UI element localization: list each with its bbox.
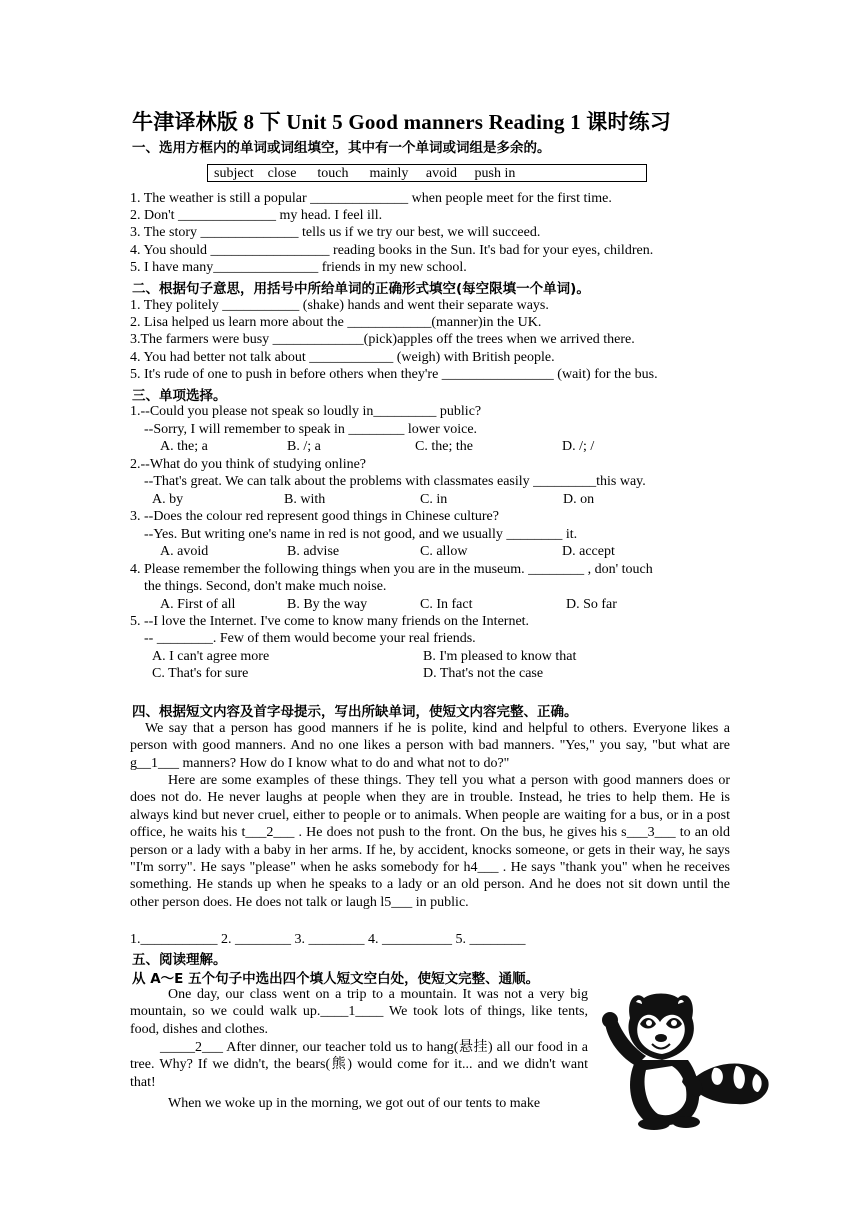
section-4-heading: 四、根据短文内容及首字母提示，写出所缺单词，使短文内容完整、正确。 xyxy=(132,704,578,720)
q1-option-d: D. /; / xyxy=(562,439,595,454)
q2-option-a: A. by xyxy=(152,492,184,507)
answer-line[interactable]: 1.___________ 2. ________ 3. ________ 4. __________ 5. ________ xyxy=(130,932,526,947)
q1-stem: 1.--Could you please not speak so loudly in_________ public? xyxy=(130,404,482,419)
reading-paragraph-2: _____2___ After dinner, our teacher told us to hang(悬挂) all our food in a tree. Why? If we didn't, the bears(熊) would come for it... and we didn't want that! xyxy=(130,1040,588,1090)
s2-item-1: 1. They politely ___________ (shake) hands and went their separate ways. xyxy=(130,298,549,313)
reading-paragraph-3: When we woke up in the morning, we got out of our tents to make xyxy=(168,1096,541,1111)
cloze-blank-4[interactable]: 4___ xyxy=(470,860,499,876)
q4-stem-cont: the things. Second, don't make much noise. xyxy=(144,579,387,594)
q4-stem: 4. Please remember the following things when you are in the museum. ________ , don' touch xyxy=(130,562,653,577)
raccoon-illustration xyxy=(596,988,774,1130)
q2-stem: 2.--What do you think of studying online? xyxy=(130,457,367,472)
q3-option-d: D. accept xyxy=(562,544,615,559)
cloze-blank-2[interactable]: ___2___ xyxy=(245,825,295,841)
s2-item-5: 5. It's rude of one to push in before others when they're ________________ (wait) for the bus. xyxy=(130,367,658,382)
q4-option-b: B. By the way xyxy=(287,597,368,612)
q4-option-c: C. In fact xyxy=(420,597,473,612)
q5-option-c: C. That's for sure xyxy=(152,666,249,681)
q3-option-c: C. allow xyxy=(420,544,468,559)
reading-blank-1[interactable]: ____1____ xyxy=(320,1004,384,1020)
cloze-paragraph-2: Here are some examples of these things. They tell you what a person with good manners does or does not do. He never laughs at people when they are in trouble. Instead, he tries to help them. He is always kind but never cruel, either to people or to animals. When people are waiting for a bus, or in a post office, he waits his t___2___ . He does not push to the front. On the bus, he gives his s___3___ to an old person or a lady with a baby in her arms. If he, by accident, knocks someone, or gets in their way, he says "I'm sorry". He says "please" when he asks somebody for h4___ . He says "thank you" when he receives something. He stands up when he speaks to a lady or an old person. And he does not sit down until the other person does. He does not talk or laugh l5___ in public. xyxy=(130,773,730,910)
cloze-blank-1[interactable]: __1___ xyxy=(137,755,179,771)
s1-item-3: 3. The story ______________ tells us if we try our best, we will succeed. xyxy=(130,225,541,240)
section-1-heading: 一、选用方框内的单词或词组填空，其中有一个单词或词组是多余的。 xyxy=(132,140,551,156)
q1-option-c: C. the; the xyxy=(415,439,473,454)
section-5-heading: 五、阅读理解。 xyxy=(132,952,227,968)
s2-item-2: 2. Lisa helped us learn more about the ____________(manner)in the UK. xyxy=(130,315,542,330)
cloze-paragraph-1: We say that a person has good manners if he is polite, kind and helpful to others. Everyone likes a person with good manners. And no one likes a person with bad manners. "Yes," you say, "but what are g__1___ manners? How do I know what to do and what not to do?" xyxy=(130,721,730,771)
page-title: 牛津译林版 8 下 Unit 5 Good manners Reading 1 课时练习 xyxy=(132,110,672,134)
q4-option-a: A. First of all xyxy=(160,597,236,612)
q5-option-d: D. That's not the case xyxy=(423,666,544,681)
q3-stem: 3. --Does the colour red represent good things in Chinese culture? xyxy=(130,509,499,524)
cloze-blank-5[interactable]: 5___ xyxy=(384,894,413,910)
reading-blank-2[interactable]: _____2___ xyxy=(160,1040,223,1055)
q5-option-a: A. I can't agree more xyxy=(152,649,270,664)
q2-option-b: B. with xyxy=(284,492,326,507)
s2-item-4: 4. You had better not talk about ____________ (weigh) with British people. xyxy=(130,350,555,365)
s2-item-3: 3.The farmers were busy _____________(pick)apples off the trees when we arrived there. xyxy=(130,332,635,347)
reading-paragraph-1: One day, our class went on a trip to a mountain. It was not a very big mountain, so we could walk up.____1____ We took lots of things, like tents, food, dishes and clothes. xyxy=(130,987,588,1037)
q4-option-d: D. So far xyxy=(566,597,617,612)
q3-option-b: B. advise xyxy=(287,544,340,559)
q3-option-a: A. avoid xyxy=(160,544,209,559)
q5-reply: -- ________. Few of them would become your real friends. xyxy=(144,631,476,646)
q2-option-d: D. on xyxy=(563,492,595,507)
word-box: subject close touch mainly avoid push in xyxy=(207,164,647,182)
section-2-heading: 二、根据句子意思，用括号中所给单词的正确形式填空(每空限填一个单词)。 xyxy=(132,281,590,297)
q1-option-b: B. /; a xyxy=(287,439,321,454)
q3-reply: --Yes. But writing one's name in red is not good, and we usually ________ it. xyxy=(144,527,578,542)
q1-option-a: A. the; a xyxy=(160,439,208,454)
q2-reply: --That's great. We can talk about the problems with classmates easily _________this way. xyxy=(144,474,646,489)
cloze-blank-3[interactable]: ___3___ xyxy=(626,825,676,841)
s1-item-1: 1. The weather is still a popular ______________ when people meet for the first time. xyxy=(130,191,612,206)
q1-reply: --Sorry, I will remember to speak in ________ lower voice. xyxy=(144,422,478,437)
section-3-heading: 三、单项选择。 xyxy=(132,388,227,404)
s1-item-2: 2. Don't ______________ my head. I feel ill. xyxy=(130,208,383,223)
q2-option-c: C. in xyxy=(420,492,448,507)
q5-stem: 5. --I love the Internet. I've come to know many friends on the Internet. xyxy=(130,614,530,629)
s1-item-4: 4. You should _________________ reading books in the Sun. It's bad for your eyes, children. xyxy=(130,243,654,258)
s1-item-5: 5. I have many_______________ friends in my new school. xyxy=(130,260,467,275)
q5-option-b: B. I'm pleased to know that xyxy=(423,649,577,664)
section-5-instruction: 从 A～E 五个句子中选出四个填人短文空白处，使短文完整、通顺。 xyxy=(132,971,540,987)
